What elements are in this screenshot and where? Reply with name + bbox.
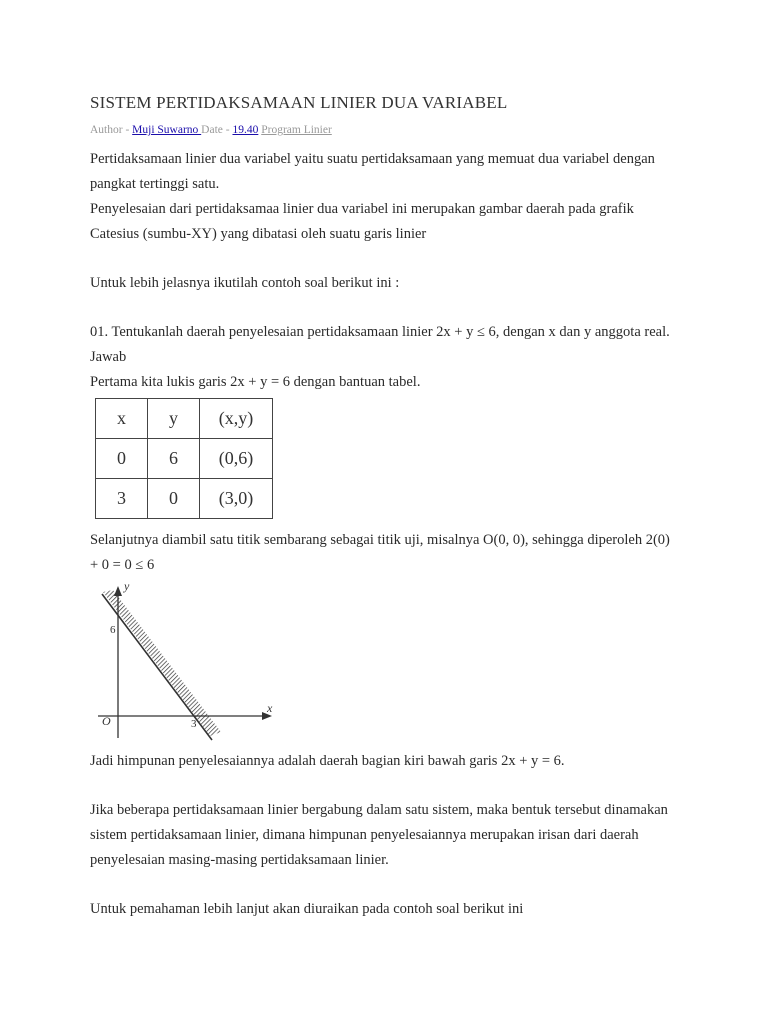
- author-link[interactable]: Muji Suwarno: [132, 124, 202, 136]
- step-2-line-2: + 0 = 0 ≤ 6: [90, 557, 155, 573]
- table-cell: 3: [96, 479, 148, 519]
- table-row: [96, 479, 273, 519]
- table-header-row: [96, 399, 273, 439]
- intro-line-3: Penyelesaian dari pertidaksamaa linier dua variabel ini merupakan gambar daerah pada grafik: [90, 201, 634, 217]
- system-line-1: Jika beberapa pertidaksamaan linier bergabung dalam satu sistem, maka bentuk tersebut dinamakan: [90, 802, 668, 818]
- system-line-3: penyelesaian masing-masing pertidaksamaan linier.: [90, 852, 389, 868]
- table-cell: (0,6): [200, 439, 273, 479]
- table-cell: 0: [148, 479, 200, 519]
- intro-line-2: pangkat tertinggi satu.: [90, 176, 220, 192]
- table-cell: 0: [96, 439, 148, 479]
- intro-line-1: Pertidaksamaan linier dua variabel yaitu suatu pertidaksamaan yang memuat dua variabel dengan: [90, 151, 655, 167]
- example-intro: Untuk lebih jelasnya ikutilah contoh soal berikut ini :: [90, 275, 400, 291]
- article-meta: [90, 124, 332, 136]
- date-link[interactable]: 19.40: [232, 124, 259, 136]
- y-axis-label: y: [124, 579, 130, 593]
- y-intercept-label: 6: [110, 624, 116, 636]
- y-axis-arrow: [114, 586, 122, 596]
- article-title: SISTEM PERTIDAKSAMAAN LINIER DUA VARIABEL: [90, 93, 508, 112]
- origin-label: O: [102, 714, 111, 728]
- value-table: [95, 398, 273, 519]
- step-2-line-1: Selanjutnya diambil satu titik sembarang sebagai titik uji, misalnya O(0, 0), sehingga diperoleh 2(0): [90, 532, 670, 548]
- table-row: [96, 439, 273, 479]
- hatched-region: [103, 590, 221, 736]
- conclusion-text: Jadi himpunan penyelesaiannya adalah daerah bagian kiri bawah garis 2x + y = 6.: [90, 753, 565, 769]
- author-label: Author -: [90, 124, 130, 136]
- table-cell: 6: [148, 439, 200, 479]
- system-line-2: sistem pertidaksamaan linier, dimana himpunan penyelesaiannya merupakan irisan dari daerah: [90, 827, 639, 843]
- category-link[interactable]: Program Linier: [261, 124, 332, 136]
- x-axis-label: x: [267, 701, 273, 715]
- closing-text: Untuk pemahaman lebih lanjut akan diuraikan pada contoh soal berikut ini: [90, 901, 524, 917]
- x-intercept-label: 3: [191, 718, 197, 730]
- question-text: 01. Tentukanlah daerah penyelesaian pertidaksamaan linier 2x + y ≤ 6, dengan x dan y anggota real.: [90, 324, 670, 340]
- table-header-cell: (x,y): [200, 399, 273, 439]
- inequality-graph: [88, 578, 288, 748]
- table-header-cell: y: [148, 399, 200, 439]
- table-cell: (3,0): [200, 479, 273, 519]
- date-label: Date -: [201, 124, 230, 136]
- answer-label: Jawab: [90, 349, 127, 365]
- table-header-cell: x: [96, 399, 148, 439]
- intro-line-4: Catesius (sumbu-XY) yang dibatasi oleh suatu garis linier: [90, 226, 427, 242]
- step-1-text: Pertama kita lukis garis 2x + y = 6 dengan bantuan tabel.: [90, 374, 421, 390]
